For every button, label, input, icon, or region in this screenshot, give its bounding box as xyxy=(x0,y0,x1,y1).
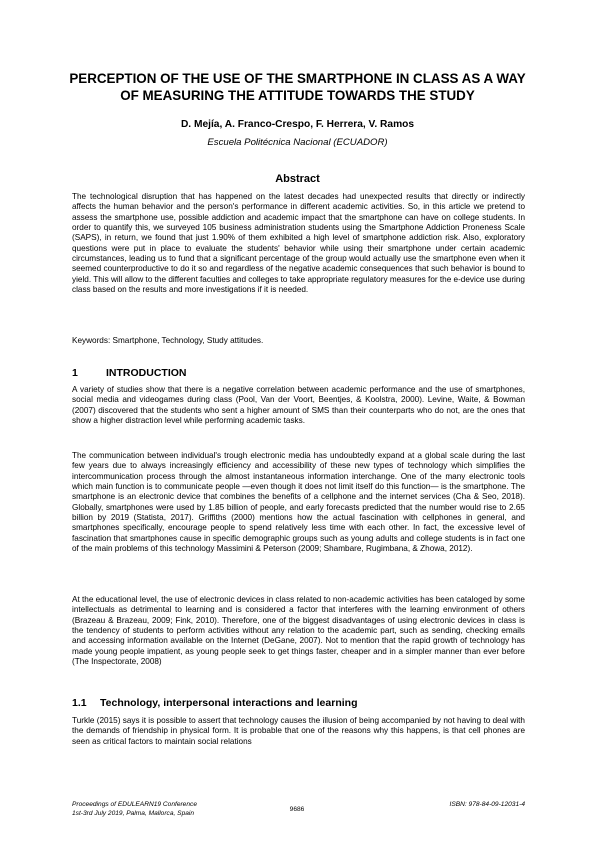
page-number: 9686 xyxy=(289,806,305,813)
abstract-heading: Abstract xyxy=(275,173,320,185)
subsection-number: 1.1 xyxy=(72,697,87,709)
subsection-paragraph: Turkle (2015) says it is possible to assert that technology causes the illusion of being accompanied by not having to deal with the demands of friendship in physical form. It is probable that one of the reasons why this happens, is that cell phones are seen as critical factors to maintain social relations xyxy=(72,716,525,746)
intro-paragraph-1: A variety of studies show that there is a negative correlation between academic performance and the use of smartphones, social media and videogames during class (Pool, Van der Voort, Beentjes, & Koolstra, 2000). Levine, Waite, & Bowman (2007) discovered that the students who sent a higher amount of SMS than their counterparts who do not, are the ones that show a higher distraction level while performing academic tasks. xyxy=(72,385,525,426)
section-title: INTRODUCTION xyxy=(106,367,187,379)
footer-dates: 1st-3rd July 2019, Palma, Mallorca, Spain xyxy=(72,809,195,817)
intro-paragraph-3: At the educational level, the use of electronic devices in class related to non-academic activities has been cataloged by some intellectuals as detrimental to learning and is considered a factor that interferes with the learning environment of others (Brazeau & Brazeau, 2009; Fink, 2010). Therefore, one of the biggest disadvantages of using electronic devices in class is the tendency of students to perform activities without any relation to the academic part, such as sending, checking emails and accessing information available on the Internet (DeGane, 2007). Not to mention that the rapid growth of technology has made young people impatient, as young people seek to get things faster, cheaper and in a simpler manner than ever before (The Inspectorate, 2008) xyxy=(72,595,525,667)
section-number: 1 xyxy=(72,367,78,379)
footer-proceedings xyxy=(72,801,197,818)
subsection-title: Technology, interpersonal interactions and learning xyxy=(100,697,358,709)
authors: D. Mejía, A. Franco-Crespo, F. Herrera, V. Ramos xyxy=(180,119,415,130)
footer-isbn: ISBN: 978-84-09-12031-4 xyxy=(449,801,525,808)
affiliation: Escuela Politécnica Nacional (ECUADOR) xyxy=(207,137,388,148)
abstract-text: The technological disruption that has happened on the latest decades had unexpected results that directly or indirectly affects the human behavior and the person's performance in different academic activities. So, in this article we pretend to assess the smartphone use, possible addiction and academic impact that the smartphone can have on college students. In order to quantify this, we surveyed 105 business administration students using the Smartphone Addiction Proneness Scale (SAPS), in return, we found that just 1.90% of them exhibited a high level of smartphone addiction risk. Also, exploratory questions were put in place to evaluate the students' behavior while using their smartphone under certain academic circumstances, leading us to fund that a significant percentage of the group would actually use the smartphone even when it seemed counterproductive to do it so and regardless of the negative academic consequences that such behavior is bound to yield. This will allow to the different faculties and colleges to take appropriate regulatory measures for the e-device use during class based on the results and more investigations if it is needed. xyxy=(72,192,525,295)
paper-title: PERCEPTION OF THE USE OF THE SMARTPHONE IN CLASS AS A WAY OF MEASURING THE ATTITUDE TOWARDS THE STUDY xyxy=(69,71,526,103)
subsection-heading xyxy=(72,697,358,709)
section-heading-introduction xyxy=(72,367,187,379)
intro-paragraph-2: The communication between individual's trough electronic media has undoubtedly expand at a global scale during the last few years due to always increasingly efficiency and accessibility of these new types of technology which simplifies the intercommunication process through the almost instantaneous information interchange. One of the many electronic tools which main function is to communicate people —even though it does not limit itself do this function— is the smartphone. The smartphone is an electronic device that combines the benefits of a cellphone and the internet services (Cha & Seo, 2018). Globally, smartphones were used by 1.85 billion of people, and early forecasts predicted that the number would rise to 2.65 billion by 2019 (Statista, 2017). Griffiths (2000) mentions how the actual fascination with cellphones in general, and smartphones specifically, encourage people to spend relatively less time with each other. In fact, the excessive level of fascination that smartphones cause in specific demographic groups such as young adults and college students is in fact one of the main problems of this technology Massimini & Peterson (2009; Shambare, Rugimbana, & Zhowa, 2012). xyxy=(72,451,525,554)
keywords: Keywords: Smartphone, Technology, Study attitudes. xyxy=(72,336,264,345)
footer-conference: Proceedings of EDULEARN19 Conference xyxy=(72,801,197,808)
